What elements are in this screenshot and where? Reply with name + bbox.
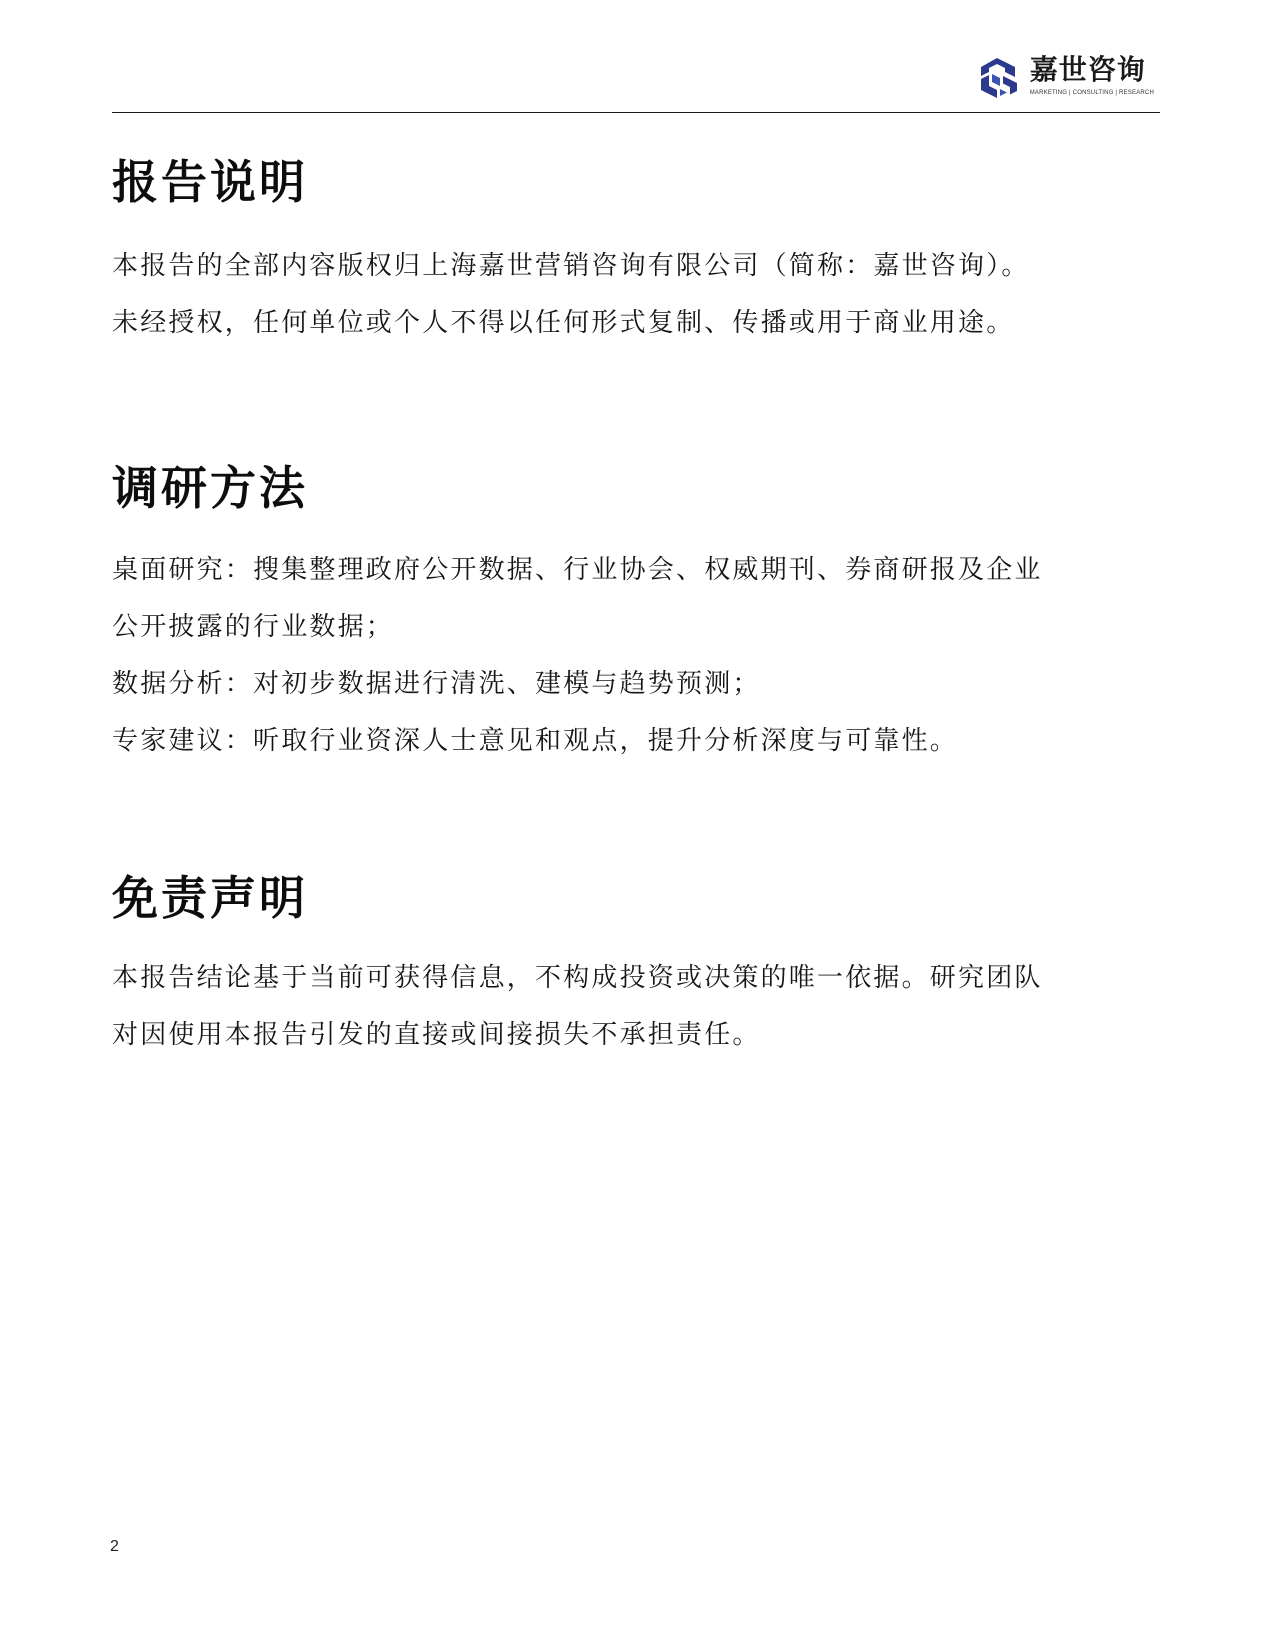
disclaimer-line: 对因使用本报告引发的直接或间接损失不承担责任。 bbox=[112, 1020, 761, 1050]
page-number: 2 bbox=[110, 1538, 119, 1555]
research-method-heading: 调研方法 bbox=[112, 461, 308, 515]
disclaimer-line: 本报告结论基于当前可获得信息，不构成投资或决策的唯一依据。研究团队 bbox=[112, 963, 1043, 993]
report-statement-heading: 报告说明 bbox=[112, 155, 308, 209]
research-method-line: 桌面研究：搜集整理政府公开数据、行业协会、权威期刊、券商研报及企业 bbox=[112, 555, 1043, 585]
report-statement-section bbox=[112, 152, 1172, 352]
logo-tagline: MARKETING | CONSULTING | RESEARCH bbox=[1029, 90, 1154, 96]
disclaimer-section bbox=[112, 868, 1172, 1064]
research-method-line: 数据分析：对初步数据进行清洗、建模与趋势预测； bbox=[112, 669, 761, 699]
logo-name: 嘉世咨询 bbox=[1029, 53, 1146, 86]
report-statement-line: 本报告的全部内容版权归上海嘉世营销咨询有限公司（简称：嘉世咨询）。 bbox=[112, 251, 1030, 281]
research-method-section bbox=[112, 458, 1172, 770]
page-header bbox=[112, 0, 1160, 113]
report-statement-line: 未经授权，任何单位或个人不得以任何形式复制、传播或用于商业用途。 bbox=[112, 308, 1015, 338]
research-method-line: 公开披露的行业数据； bbox=[112, 612, 395, 642]
company-logo bbox=[977, 54, 1154, 102]
research-method-line: 专家建议：听取行业资深人士意见和观点，提升分析深度与可靠性。 bbox=[112, 726, 959, 756]
company-logo-icon bbox=[977, 56, 1021, 100]
disclaimer-heading: 免责声明 bbox=[112, 871, 308, 925]
